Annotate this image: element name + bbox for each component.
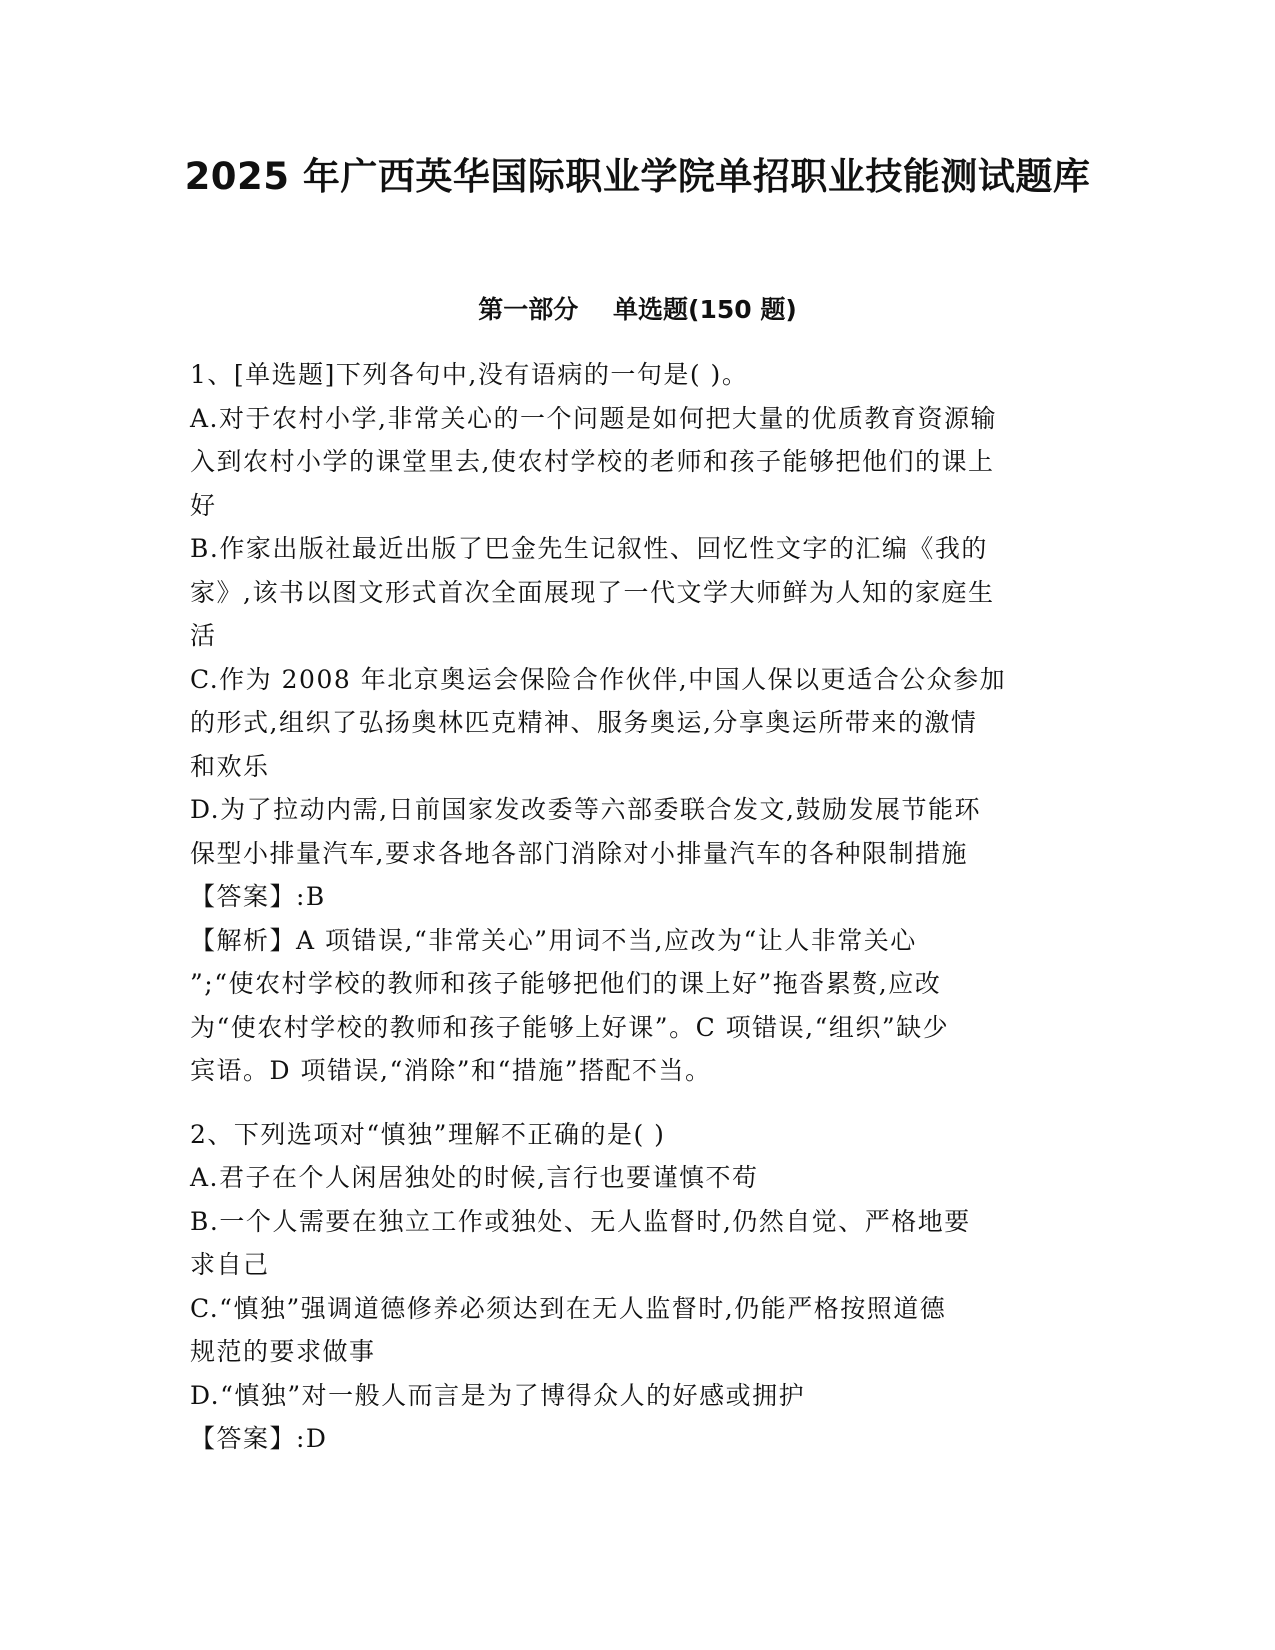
option-c: 和欢乐 <box>190 751 270 781</box>
question-separator <box>190 1093 1085 1113</box>
analysis: ”;“使农村学校的教师和孩子能够把他们的课上好”拖沓累赘,应改 <box>190 969 942 998</box>
analysis: 为“使农村学校的教师和孩子能够上好课”。C 项错误,“组织”缺少 <box>190 1012 950 1042</box>
document-title: 2025 年广西英华国际职业学院单招职业技能测试题库 <box>184 155 1091 198</box>
option-b: B.一个人需要在独立工作或独处、无人监督时,仍然自觉、严格地要 <box>190 1206 971 1236</box>
option-c: C.“慎独”强调道德修养必须达到在无人监督时,仍能严格按照道德 <box>190 1293 947 1323</box>
option-d: 保型小排量汽车,要求各地各部门消除对小排量汽车的各种限制措施 <box>190 838 968 868</box>
answer: 【答案】:B <box>190 882 326 911</box>
option-a: 入到农村小学的课堂里去,使农村学校的老师和孩子能够把他们的课上 <box>190 447 995 476</box>
option-c: 规范的要求做事 <box>190 1337 376 1366</box>
question-stem: 2、下列选项对“慎独”理解不正确的是( ) <box>190 1119 666 1149</box>
option-d: D.为了拉动内需,日前国家发改委等六部委联合发文,鼓励发展节能环 <box>190 795 981 824</box>
option-b: 家》,该书以图文形式首次全面展现了一代文学大师鲜为人知的家庭生 <box>190 577 995 607</box>
section-title: 第一部分 单选题(150 题) <box>478 295 797 324</box>
option-c: C.作为 2008 年北京奥运会保险合作伙伴,中国人保以更适合公众参加 <box>190 664 1007 694</box>
answer: 【答案】:D <box>190 1424 328 1453</box>
option-c: 的形式,组织了弘扬奥林匹克精神、服务奥运,分享奥运所带来的激情 <box>190 708 978 737</box>
option-a: A.对于农村小学,非常关心的一个问题是如何把大量的优质教育资源输 <box>190 403 997 433</box>
option-b: 求自己 <box>190 1250 270 1279</box>
question-2 <box>190 1113 1085 1461</box>
option-b: 活 <box>190 621 217 650</box>
analysis: 宾语。D 项错误,“消除”和“措施”搭配不当。 <box>190 1056 712 1085</box>
question-list <box>190 353 1085 1461</box>
question-stem: 1、[单选题]下列各句中,没有语病的一句是( )。 <box>190 360 749 389</box>
question-1 <box>190 353 1085 1093</box>
analysis: 【解析】A 项错误,“非常关心”用词不当,应改为“让人非常关心 <box>190 925 917 955</box>
option-b: B.作家出版社最近出版了巴金先生记叙性、回忆性文字的汇编《我的 <box>190 534 988 563</box>
option-d: D.“慎独”对一般人而言是为了博得众人的好感或拥护 <box>190 1380 806 1410</box>
option-a: 好 <box>190 490 217 520</box>
option-a: A.君子在个人闲居独处的时候,言行也要谨慎不苟 <box>190 1163 759 1192</box>
